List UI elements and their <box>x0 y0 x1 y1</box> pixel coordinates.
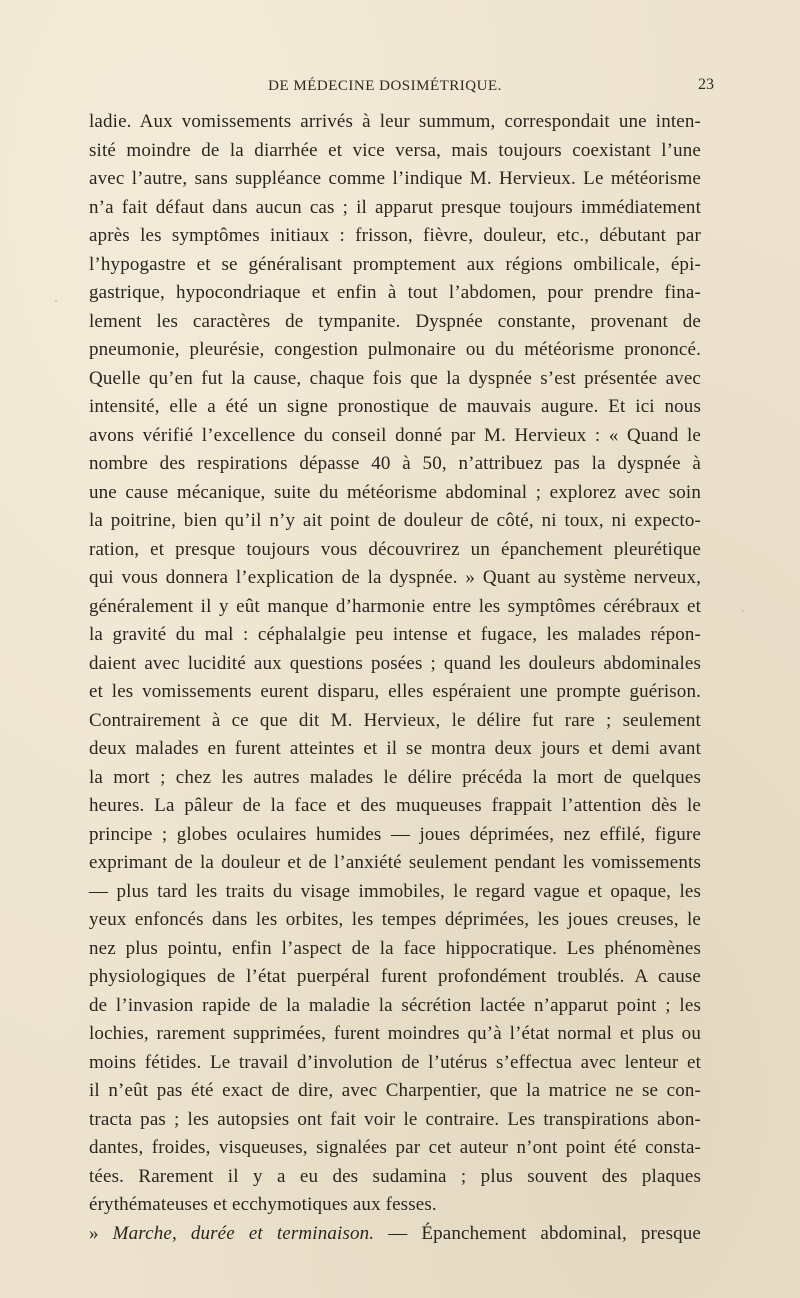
text-line: la gravité du mal : céphalalgie peu intense et fugace, les malades répon- <box>89 624 701 645</box>
text-line: lochies, rarement supprimées, furent moindres qu’à l’état normal et plus ou <box>89 1023 701 1044</box>
text-line: qui vous donnera l’explication de la dyspnée. » Quant au système nerveux, <box>89 567 701 588</box>
text-line: et les vomissements eurent disparu, elles espéraient une prompte guérison. <box>89 681 701 702</box>
text-line: sité moindre de la diarrhée et vice versa, mais toujours coexistant l’une <box>89 139 701 161</box>
text-line: principe ; globes oculaires humides — joues déprimées, nez effilé, figure <box>89 823 701 845</box>
paper-speck <box>742 610 744 612</box>
text-line: pneumonie, pleurésie, congestion pulmonaire ou du météorisme prononcé. <box>89 339 701 360</box>
section-heading-line <box>89 1220 701 1249</box>
text-line: la mort ; chez les autres malades le délire précéda la mort de quelques <box>89 766 701 788</box>
text-line: — plus tard les traits du visage immobiles, le regard vague et opaque, les <box>89 880 701 902</box>
text-line: daient avec lucidité aux questions posées ; quand les douleurs abdominales <box>89 652 701 674</box>
text-line: gastrique, hypocondriaque et enfin à tout l’abdomen, pour prendre fina- <box>89 282 701 303</box>
text-line: ration, et presque toujours vous découvrirez un épanchement pleurétique <box>89 538 701 560</box>
quote-mark: » <box>89 1222 113 1244</box>
text-line: Quelle qu’en fut la cause, chaque fois que la dyspnée s’est présentée avec <box>89 367 701 389</box>
text-line: n’a fait défaut dans aucun cas ; il apparut presque toujours immédiatement <box>89 196 701 218</box>
text-line: lement les caractères de tympanite. Dyspnée constante, provenant de <box>89 310 701 332</box>
text-line: avec l’autre, sans suppléance comme l’indique M. Hervieux. Le météorisme <box>89 168 701 189</box>
text-line: exprimant de la douleur et de l’anxiété seulement pendant les vomissements <box>89 852 701 873</box>
text-line: de l’invasion rapide de la maladie la sécrétion lactée n’apparut point ; les <box>89 994 701 1016</box>
text-line: avons vérifié l’excellence du conseil donné par M. Hervieux : « Quand le <box>89 424 701 446</box>
paper-speck <box>55 300 57 302</box>
running-title: DE MÉDECINE DOSIMÉTRIQUE. <box>268 78 502 94</box>
text-line: il n’eût pas été exact de dire, avec Charpentier, que la matrice ne se con- <box>89 1080 701 1101</box>
text-line: nez plus pointu, enfin l’aspect de la face hippocratique. Les phénomènes <box>89 937 701 959</box>
text-line: physiologiques de l’état puerpéral furent profondément troublés. A cause <box>89 966 701 987</box>
text-line: généralement il y eût manque d’harmonie entre les symptômes cérébraux et <box>89 595 701 617</box>
running-head <box>60 76 714 100</box>
text-line: moins fétides. Le travail d’involution de l’utérus s’effectua avec lenteur et <box>89 1051 701 1073</box>
text-line: ladie. Aux vomissements arrivés à leur summum, correspondait une inten- <box>89 111 701 132</box>
text-line: tracta pas ; les autopsies ont fait voir le contraire. Les transpirations abon- <box>89 1108 701 1130</box>
text-line: après les symptômes initiaux : frisson, fièvre, douleur, etc., débutant par <box>89 225 701 246</box>
text-line: yeux enfoncés dans les orbites, les tempes déprimées, les joues creuses, le <box>89 909 701 930</box>
text-line: nombre des respirations dépasse 40 à 50, n’attribuez pas la dyspnée à <box>89 453 701 474</box>
text-line: intensité, elle a été un signe pronostique de mauvais augure. Et ici nous <box>89 396 701 417</box>
paper-speck <box>618 1236 621 1240</box>
text-line: deux malades en furent atteintes et il se montra deux jours et demi avant <box>89 738 701 759</box>
text-line: heures. La pâleur de la face et des muqueuses frappait l’attention dès le <box>89 795 701 816</box>
text-line: dantes, froides, visqueuses, signalées par cet auteur n’ont point été consta- <box>89 1137 701 1158</box>
text-line: l’hypogastre et se généralisant promptement aux régions ombilicale, épi- <box>89 253 701 275</box>
section-title-italic: Marche, durée et terminaison. <box>112 1222 375 1244</box>
text-line: érythémateuses et ecchymotiques aux fesses. <box>89 1194 437 1215</box>
text-line: la poitrine, bien qu’il n’y ait point de douleur de côté, ni toux, ni expecto- <box>89 510 701 531</box>
text-line: une cause mécanique, suite du météorisme abdominal ; explorez avec soin <box>89 481 701 503</box>
text-line: tées. Rarement il y a eu des sudamina ; plus souvent des plaques <box>89 1165 701 1187</box>
body-text <box>89 108 701 1248</box>
section-title-rest: — Épanchement abdominal, presque <box>374 1222 701 1244</box>
page-number: 23 <box>698 76 714 93</box>
text-line: Contrairement à ce que dit M. Hervieux, le délire fut rare ; seulement <box>89 709 701 731</box>
